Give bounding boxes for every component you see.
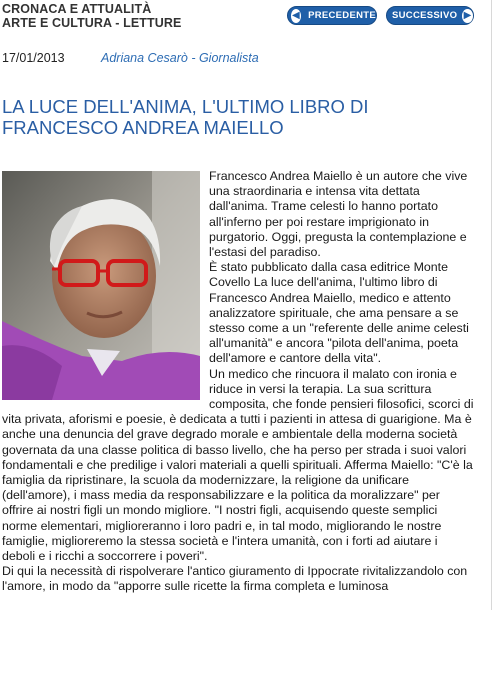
article-date: 17/01/2013	[2, 51, 65, 65]
section-header	[2, 2, 181, 30]
next-button-label: SUCCESSIVO	[392, 10, 458, 21]
previous-button[interactable]	[287, 6, 377, 25]
article-author[interactable]: Adriana Cesarò - Giornalista	[101, 51, 259, 65]
section-subcategory: ARTE E CULTURA - LETTURE	[2, 16, 182, 30]
article-title: LA LUCE DELL'ANIMA, L'ULTIMO LIBRO DI FRANCESCO ANDREA MAIELLO	[2, 96, 369, 138]
column-divider	[491, 0, 492, 610]
photo-spacer	[2, 169, 209, 402]
arrow-left-icon: ◀	[292, 9, 301, 21]
previous-button-label: PRECEDENTE	[308, 10, 376, 21]
article-paragraph: Di qui la necessità di rispolverare l'antico giuramento di Ippocrate rivitalizzandolo con l'amore, in modo da "apporre sulle ricette la firma completa e luminosa	[2, 564, 468, 594]
article-paragraph: È stato pubblicato dalla casa editrice Monte Covello La luce dell'anima, l'ultimo libro di Francesco Andrea Maiello, medico e attento analizzatore spirituale, che ama pensare a se stesso come a un "referente delle anime celesti all'umanità" e ancora "pilota dell'anima, poeta dell'amore e cantore della vita".	[209, 260, 469, 366]
article-paragraph: Un medico che rincuora il malato con ironia e riduce in versi la terapia. La sua scrittura composita, che fonde pensieri filosofici, scorci di vita privata, aforismi e poesie, è dedicata a tutti i pazienti in attesa di guarigione. Ma è anche una denuncia del grave degrado morale e ambientale della moderna società governata da una classe politica di basso livello, che ha perso per strada i suoi valori fondamentali e che predilige i valori materiali a quelli spirituali. Afferma Maiello: "C'è la famiglia da ripristinare, la scuola da modernizzare, la religione da unificare (dell'amore), i mass media da responsabilizzare e la politica da moralizzare" per offrire ai nostri figli un mondo migliore. "I nostri figli, acquisendo queste semplici norme elementari, miglioreranno i loro padri e, in tal modo, migliorando le nostre famiglie, miglioreremo la stessa società e l'intera umanità, con i forti ad aiutare i deboli e i ricchi a soccorrere i poveri".	[2, 366, 474, 564]
arrow-right-icon: ▶	[463, 9, 472, 21]
article-paragraph: Francesco Andrea Maiello è un autore che vive una straordinaria e intensa vita dettata dall'anima. Trame celesti lo hanno portato all'inferno per poi restare imprigionato in purgatorio. Oggi, pregusta la contemplazione e l'estasi del paradiso.	[209, 169, 468, 260]
section-category: CRONACA E ATTUALITÀ	[2, 2, 152, 16]
next-button[interactable]	[386, 6, 474, 25]
article-body	[2, 169, 474, 601]
